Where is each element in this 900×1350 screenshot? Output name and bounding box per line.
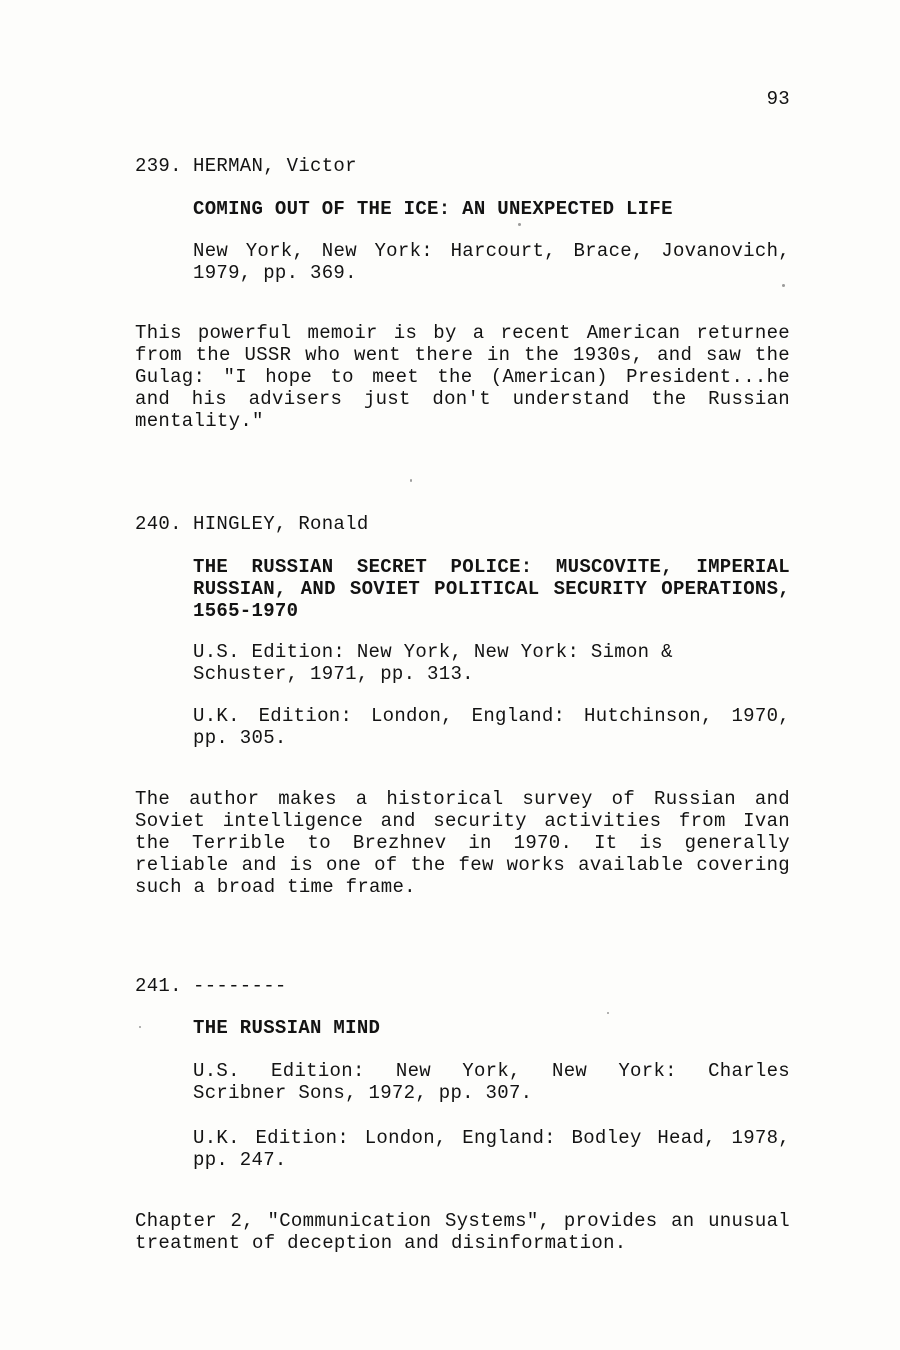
annotation-line: and his advisers just don't understand the Russian [135,388,790,410]
entry-number: 240. [135,513,182,535]
book-title-line: 1565-1970 [193,600,299,622]
edition-line: pp. 305. [193,727,287,749]
edition-line: Scribner Sons, 1972, pp. 307. [193,1082,533,1104]
page-content [135,88,790,1254]
entry-heading [135,513,790,535]
annotation-paragraph [135,322,790,432]
book-title-line: COMING OUT OF THE ICE: AN UNEXPECTED LIFE [193,198,673,220]
edition-citation [135,240,790,284]
entry-number: 239. [135,155,182,177]
entry-author: HINGLEY, Ronald [193,513,369,535]
book-title-line: THE RUSSIAN MIND [193,1017,381,1039]
annotation-line: treatment of deception and disinformation. [135,1232,627,1254]
edition-line: U.K. Edition: London, England: Hutchinson, 1970, [193,705,790,727]
annotation-line: The author makes a historical survey of Russian and [135,788,790,810]
annotation-line: This powerful memoir is by a recent American returnee [135,322,790,344]
bibliography-entry-240 [135,513,790,898]
entry-author-dashes: -------- [193,975,287,997]
edition-line: Schuster, 1971, pp. 313. [193,663,474,685]
edition-line: 1979, pp. 369. [193,262,357,284]
annotation-line: Chapter 2, "Communication Systems", provides an unusual [135,1210,790,1232]
edition-citation-uk [135,705,790,749]
edition-line: U.S. Edition: New York, New York: Charles [193,1060,790,1082]
entry-author: HERMAN, Victor [193,155,357,177]
annotation-line: the Terrible to Brezhnev in 1970. It is generally [135,832,790,854]
edition-line: pp. 247. [193,1149,287,1171]
page-number: 93 [766,88,790,110]
annotation-line: mentality." [135,410,264,432]
bibliography-entry-241 [135,975,790,1254]
annotation-line: Soviet intelligence and security activities from Ivan [135,810,790,832]
edition-line: U.K. Edition: London, England: Bodley Head, 1978, [193,1127,790,1149]
bibliography-entry-239 [135,155,790,432]
annotation-line: from the USSR who went there in the 1930s, and saw the [135,344,790,366]
book-title-line: RUSSIAN, AND SOVIET POLITICAL SECURITY OPERATIONS, [193,578,790,600]
edition-citation-us [135,641,790,685]
annotation-line: reliable and is one of the few works available covering [135,854,790,876]
edition-line: New York, New York: Harcourt, Brace, Jovanovich, [193,240,790,262]
edition-citation-uk [135,1127,790,1171]
annotation-line: Gulag: "I hope to meet the (American) President...he [135,366,790,388]
entry-heading [135,975,790,997]
edition-line: U.S. Edition: New York, New York: Simon & [193,641,673,663]
annotation-paragraph [135,788,790,898]
annotation-paragraph [135,1210,790,1254]
book-title [135,556,790,622]
entry-number: 241. [135,975,182,997]
edition-citation-us [135,1060,790,1104]
annotation-line: such a broad time frame. [135,876,416,898]
book-title-line: THE RUSSIAN SECRET POLICE: MUSCOVITE, IMPERIAL [193,556,790,578]
entry-heading [135,155,790,177]
